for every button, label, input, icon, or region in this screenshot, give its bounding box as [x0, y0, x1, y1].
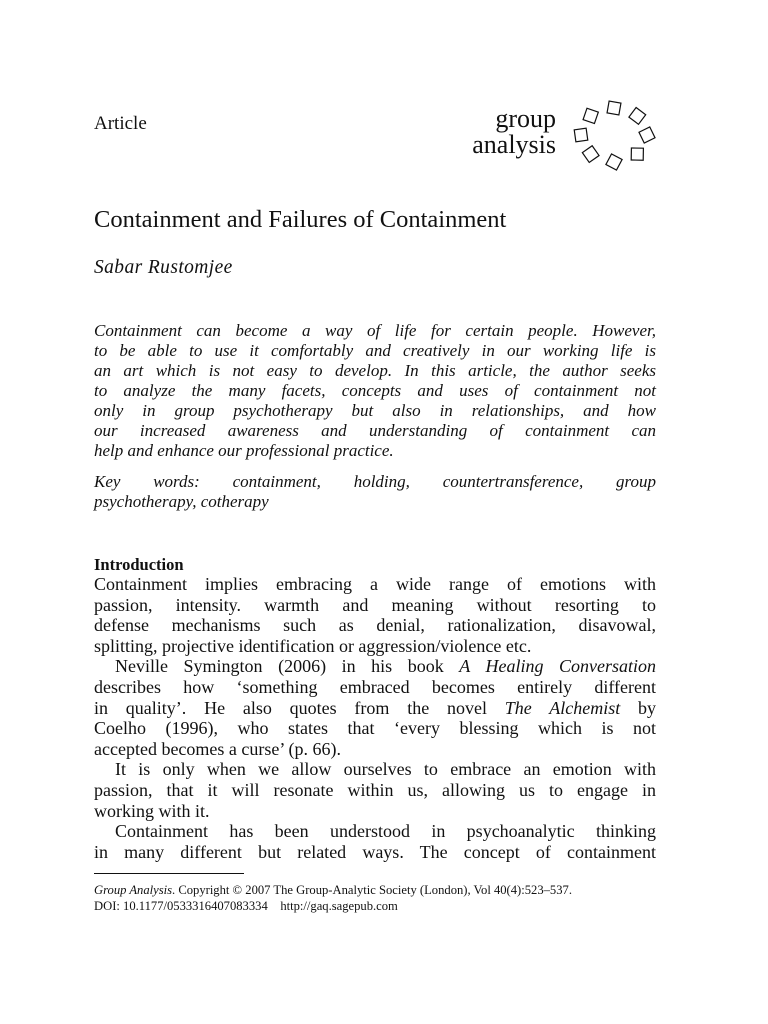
logo-square [607, 101, 621, 115]
article-label: Article [94, 113, 147, 134]
body-line: Containment has been understood in psychoanalytic thinking [115, 821, 656, 842]
ring-of-tilted-squares-icon [570, 98, 658, 172]
logo-square [574, 128, 588, 142]
abstract-line: Containment can become a way of life for certain people. However, [94, 321, 656, 340]
keywords [94, 472, 656, 512]
body-line: splitting, projective identification or aggression/violence etc. [94, 635, 532, 656]
logo-square [639, 127, 655, 143]
abstract-line: to analyze the many facets, concepts and uses of containment not [94, 381, 656, 400]
abstract-line: our increased awareness and understanding of containment can [94, 421, 656, 440]
body-line: accepted becomes a curse’ (p. 66). [94, 738, 342, 759]
logo-square [583, 108, 598, 123]
copyright-text: . Copyright © 2007 The Group-Analytic Society (London), Vol 40(4):523–537. [172, 883, 572, 897]
footnote-line-2: DOI: 10.1177/0533316407083334 http://gaq.sagepub.com [94, 899, 398, 913]
book-title: A Healing Conversation [459, 656, 656, 677]
keywords-line: psychotherapy, cotherapy [94, 492, 269, 511]
logo-square [631, 148, 643, 160]
journal-logo-text [452, 106, 556, 158]
logo-line-analysis: analysis [472, 130, 556, 159]
body-line: working with it. [94, 800, 210, 821]
book-title: The Alchemist [504, 697, 621, 718]
body-line: defense mechanisms such as denial, rationalization, disavowal, [94, 615, 656, 636]
footnote-line-1 [94, 882, 572, 898]
abstract [94, 321, 656, 461]
abstract-line: only in group psychotherapy but also in relationships, and how [94, 401, 656, 420]
abstract-line: an art which is not easy to develop. In this article, the author seeks [94, 361, 656, 380]
body-line: describes how ‘something embraced becomes entirely different [94, 676, 656, 697]
author-name: Sabar Rustomjee [94, 257, 233, 278]
logo-line-group: group [495, 104, 556, 133]
body-text-span: Neville Symington (2006) in his book [115, 656, 460, 677]
article-title: Containment and Failures of Containment [94, 206, 507, 233]
body-text-span: by [620, 697, 657, 718]
abstract-line: to be able to use it comfortably and creatively in our working life is [94, 341, 656, 360]
body-text [94, 574, 656, 862]
journal-name: Group Analysis [94, 883, 173, 897]
body-line [94, 698, 656, 719]
body-line: Coelho (1996), who states that ‘every blessing which is not [94, 718, 656, 739]
body-line [94, 656, 656, 677]
body-line: Containment implies embracing a wide range of emotions with [94, 574, 656, 594]
body-text-span: in quality’. He also quotes from the novel [94, 697, 505, 718]
body-line: It is only when we allow ourselves to embrace an emotion with [115, 759, 656, 780]
footnote-rule [94, 873, 244, 874]
body-line: passion, intensity. warmth and meaning without resorting to [94, 594, 656, 615]
footnote [94, 882, 572, 914]
abstract-line: help and enhance our professional practice. [94, 441, 394, 460]
body-line: in many different but related ways. The concept of containment [94, 841, 656, 862]
section-heading-introduction: Introduction [94, 555, 184, 574]
body-line: passion, that it will resonate within us, allowing us to engage in [94, 779, 656, 800]
logo-square [629, 107, 646, 124]
keywords-line: Key words: containment, holding, countertransference, group [94, 472, 656, 491]
logo-square [606, 154, 622, 170]
logo-square [582, 146, 599, 163]
